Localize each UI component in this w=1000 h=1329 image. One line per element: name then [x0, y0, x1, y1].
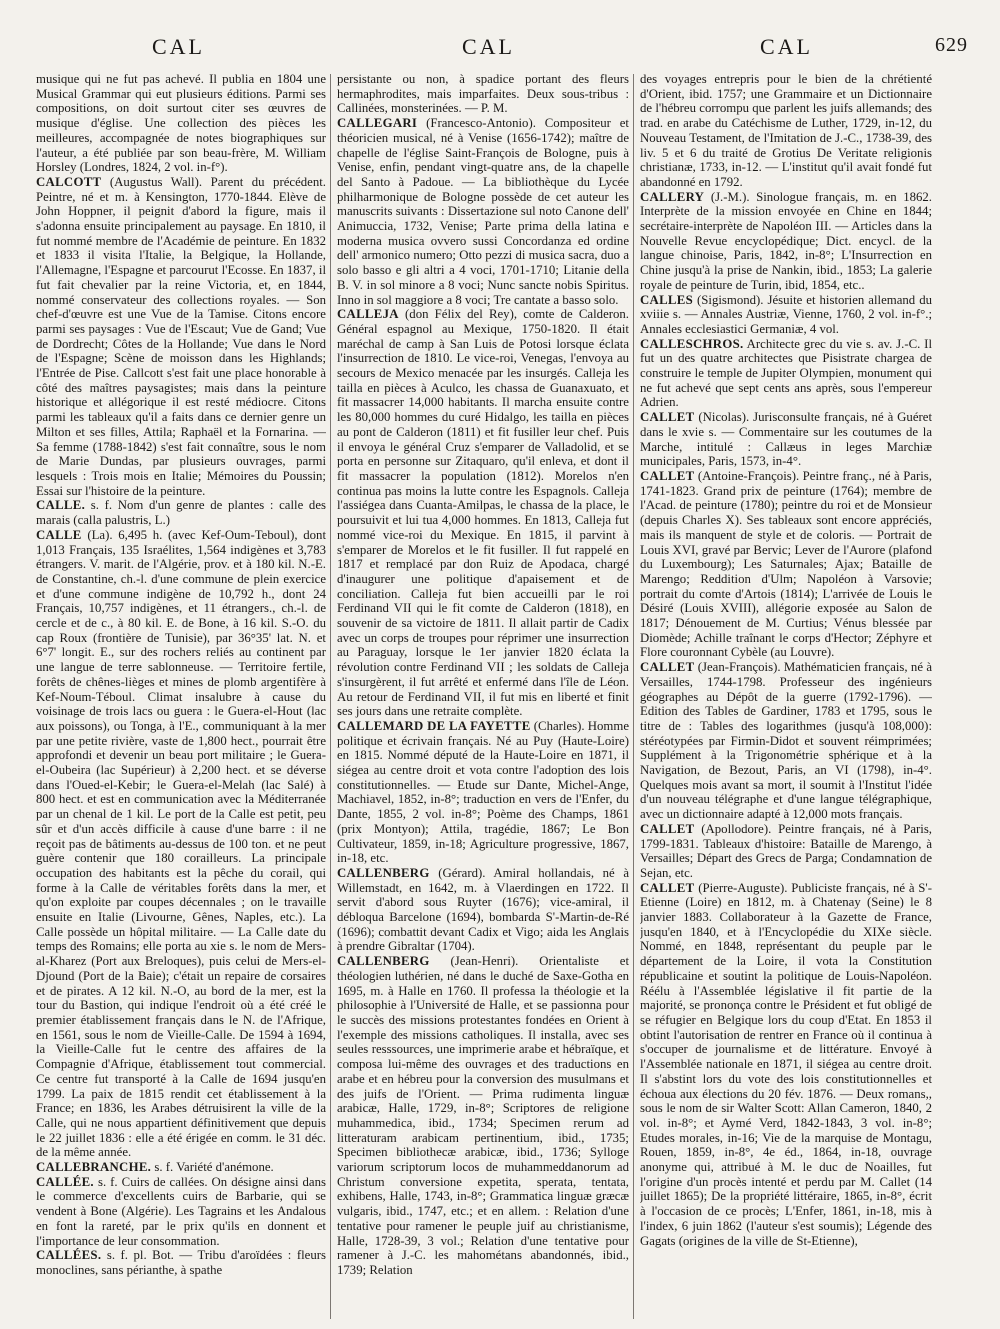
- entry-text: s. f. pl. Bot. — Tribu d'aroïdées : fleurs monoclines, sans périanthe, à spathe: [36, 1248, 326, 1277]
- entry-text: (J.-M.). Sinologue français, m. en 1862. Interprète de la mission envoyée en Chine en 1844; secrétaire-interprète de Napoléon III. — Articles dans la Nouvelle Revue encyclopédique; Dict. encycl. de la langue chinoise, Paris, 1842, in-8°; L'Insurrection en Chine jusqu'à la prise de Nankin, ibid., 1853; La galerie royale de peinture de Turin, ibid, 1854, etc..: [640, 189, 932, 292]
- entry: [640, 337, 932, 411]
- entry: [640, 293, 932, 337]
- entry: [337, 866, 629, 954]
- headword: CALLÉES.: [36, 1248, 102, 1263]
- entry-text: s. f. Cuirs de callées. On désigne ainsi dans le commerce d'excellents cuirs de Barbarie, qui se vendent à Bone (Algérie). Les Tagrains et les Andalous en font la rareté, par le prix qu'ils en donnent et l'importance de leur consommation.: [36, 1174, 326, 1248]
- entry: [640, 469, 932, 660]
- column-divider: [633, 74, 634, 1319]
- headword: CALLENBERG: [337, 865, 430, 880]
- column-divider: [330, 74, 331, 1319]
- entry: [36, 498, 326, 527]
- entry-text: (Jean-François). Mathématicien français, né à Versailles, 1744-1798. Professeur des ingénieurs géographes au Dépôt de la guerre (1792-1796). — Edition des Tables de Gardiner, 1783 et 1795, sous le titre de : Tables des logarithmes (jusqu'à 108,000): stéréotypées par Firmin-Didot et souvent réimprimées; Supplément à la Trigonométrie sphérique et à la Navigation, de Bezout, Paris, an VI (1798), in-4°. Quelques mois avant sa mort, il soumit à l'Institut l'idée d'un nouveau télégraphe et d'une langue télégraphique, avec un dictionnaire adapté à 12,000 mots français.: [640, 660, 932, 822]
- entry: [337, 954, 629, 1277]
- text-column-1: [36, 72, 326, 1320]
- entry-text: (Antoine-François). Peintre franç., né à Paris, 1741-1823. Grand prix de peinture (1764); membre de l'Acad. de peinture (1780); peintre du roi et de Monsieur (depuis Charles X). Ses tableaux sont encore appréciés, mais ils manquent de style et de coloris. — Portrait de Louis XVI, gravé par Bervic; Lever de l'Aurore (plafond du Luxembourg); Les Saturnales; Ajax; Bataille de Marengo; Reddition d'Ulm; Napoléon à Varsovie; portrait du comte d'Artois (1814); L'arrivée de Louis le Désiré (Louis XVIII), allégorie exposée au Salon de 1817; Dénouement de M. Curtius; Vénus blessée par Diomède; Achille traînant le corps d'Hector; Zéphyre et Flore couronnant Cybèle (au Louvre).: [640, 468, 932, 660]
- entry-text: des voyages entrepris pour le bien de la chrétienté d'Orient, ibid. 1757; une Grammaire et un Dictionnaire de l'hébreu corrompu que parlent les juifs allemands; des trad. en arabe du Catéchisme de Luther, 1729, in-12, du Nouveau Testament, de l'Imitation de J.-C., 1738-39, des liv. 5 et 6 du traité de Grotius De Veritate religionis christianæ, 1733, in-12. — L'institut qu'il avait fondé fut abandonné en 1792.: [640, 72, 932, 189]
- entry: [640, 881, 932, 1249]
- text-column-2: [337, 72, 629, 1320]
- entry: [640, 410, 932, 469]
- entry-text: Architecte grec du vie s. av. J.-C. Il fut un des quatre architectes que Pisistrate chargea de construire le temple de Jupiter Olympien, monument qui ne fut achevé que sept cents ans après, sous l'empereur Adrien.: [640, 336, 932, 410]
- headword: CALLERY: [640, 189, 705, 204]
- entry-text: (Sigismond). Jésuite et historien allemand du xviiie s. — Annales Austriæ, Vienne, 1760, 2 vol. in-f°.; Annales ecclesiastici Germaniæ, 4 vol.: [640, 292, 932, 336]
- headword: CALLE.: [36, 498, 86, 513]
- headword: CALLÉE.: [36, 1174, 94, 1189]
- entry-text: (Gérard). Amiral hollandais, né à Willemstadt, en 1642, m. à Vlaerdingen en 1722. Il servit d'abord sous Ruyter (1676); vice-amiral, il débloqua Barcelone (1694), bombarda S'-Martin-de-Ré (1696); combattit devant Cadix et Vigo; aida les Anglais à prendre Gibraltar (1704).: [337, 865, 629, 954]
- entry: [36, 1175, 326, 1249]
- entry-text: (Jean-Henri). Orientaliste et théologien luthérien, né dans le duché de Saxe-Gotha en 1695, m. à Halle en 1760. Il professa la théologie et la philosophie à l'Université de Halle, et se passionna pour le succès des missions protestantes fondées en Orient à l'exemple des missions catholiques. Il installa, avec ses seules resssources, une imprimerie arabe et hébraïque, et composa lui-même des ouvrages et des traductions en arabe et en hébreu pour la conversion des musulmans et des juifs de l'Orient. — Prima rudimenta linguæ arabicæ, Halle, 1729, in-8°; Scriptores de religione muhammedica, ibid., 1734; Specimen rerum ad litteraturam arabicam pertinentium, ibid., 1735; Specimen bibliothecæ arabicæ, ibid., 1736; Sylloge variorum scriptorum locos de muhammeddanorum ad Christum conversione expetita, sperata, tentata, exhibens, Halle, 1743, in-8°; Grammatica linguæ græcæ vulgaris, ibid., 1747, etc.; et en allem. : Relation d'une tentative pour ramener le peuple juif au christianisme, Halle, 1728-39, 3 vol.; Relation d'une tentative pour ramener à J.-C. les mahométans abandonnés, ibid., 1739; Relation: [337, 954, 629, 1277]
- entry-text: (Apollodore). Peintre français, né à Paris, 1799-1831. Tableaux d'histoire: Bataille de Marengo, à Versailles; Départ des Grecs de Parga; Condamnation de Sejan, etc.: [640, 821, 932, 880]
- entry-text: (don Félix del Rey), comte de Calderon. Général espagnol au Mexique, 1750-1820. Il était maréchal de camp à San Luis de Potosi lorsque éclata l'insurrection de 1810. Le vice-roi, Venegas, l'envoya au secours de Mexico menacée par les insurgés. Calleja les tailla en pièces à Aculco, les chassa de Guanaxuato, et fit massacrer 14,000 habitants. Il marcha ensuite contre les 80,000 hommes du curé Hidalgo, les tailla en pièces au pont de Calderon (1811) et fit fusiller leur chef. Puis il envoya le général Cruz s'emparer de Valladolid, et se porta en personne sur Zitaquaro, qu'il enleva, et dont il fit massacrer la population (1812). Morelos n'en continua pas moins la lutte contre les Espagnols. Calleja l'assiégea dans Cuanta-Amilpas, le chassa de la place, le poursuivit et lui tua 4,000 hommes. En 1813, Calleja fut nommé vice-roi du Mexique. En 1815, il parvint à s'emparer de Morelos et le fit fusiller. Il fut rappelé en 1817 et remplacé par don Ruiz de Apodaca, chargé d'inaugurer une politique d'apaisement et de conciliation. Calleja fut bien accueilli par le roi Ferdinand VII qui le fit comte de Calderon (1818), en souvenir de sa victoire de 1811. Il allait partir de Cadix avec un corps de troupes pour réprimer une insurrection au Paraguay, lorsque le 1er janvier 1820 éclata la révolution contre Ferdinand VII ; les soldats de Calleja s'insurgèrent, il fut arrêté et enfermé dans l'île de Léon. Au retour de Ferdinand VII, il fut mis en liberté et finit ses jours dans une retraite complète.: [337, 307, 629, 719]
- entry-text: (Charles). Homme politique et écrivain français. Né au Puy (Haute-Loire) en 1815. Nommé député de la Haute-Loire en 1871, il siégea au centre droit et vota contre l'adoption des lois constitutionnelles. — Etude sur Dante, Michel-Ange, Machiavel, 1852, in-8°; traduction en vers de l'Enfer, du Dante, 1855, 2 vol. in-8°; Poème des Champs, 1861 (prix Montyon); Attila, tragédie, 1867; Le Bon Cultivateur, 1859, in-18; Agriculture progressive, 1867, in-18, etc.: [337, 718, 629, 866]
- entry-text: musique qui ne fut pas achevé. Il publia en 1804 une Musical Grammar qui eut plusieurs éditions. Parmi ses compositions, on doit surtout citer ses œuvres de musique d'église. Une collection des pièces les meilleures, accompagnée de notes biographiques sur l'auteur, a été publiée par son beau-frère, M. William Horsley (Londres, 1824, 2 vol. in-f°).: [36, 72, 326, 175]
- headword: CALLEJA: [337, 307, 399, 322]
- entry-text: (La). 6,495 h. (avec Kef-Oum-Teboul), dont 1,013 Français, 135 Israélites, 1,564 indigènes et 3,783 étrangers. V. marit. de l'Algérie, prov. et à 180 kil. N.-E. de Constantine, ch.-l. d'une commune de plein exercice et d'une commune indigène de 10,792 h., dont 24 Français, 10,757 indigènes, et 11 étrangers., ch.-l. de cercle et de c., à 80 kil. E. de Bone, à 16 kil. S.-O. du cap Roux (frontière de Tunisie), par 36°35' lat. N. et 6°7' longit. E., sur des rochers reliés au continent par une langue de terre sablonneuse. — Territoire fertile, forêts de chênes-lièges et mines de plomb argentifère à Kef-Noum-Téboul. Climat insalubre à cause du voisinage de trois lacs ou guera : le Guera-el-Hout (lac aux poissons), ou Tonga, à l'E., communiquant à la mer par une petite rivière, vaste de 1,800 hect., pourrait être approfondi et devenir un beau port militaire ; le Guera-el-Oubeira (lac Supérieur) à 2,200 hect. et se déverse dans l'Oued-el-Kebir; le Guera-el-Melah (lac Salé) à 800 hect. et est en communication avec la Méditerranée par un chenal de 1 kil. Le port de la Calle est petit, peu sûr et d'un accès difficile à cause d'une barre : il ne reçoit pas de bâtiments au-dessus de 100 ton. et ne peut guère contenir que 180 corailleurs. La principale occupation des habitants est la pêche du corail, qui forme à la Calle de véritables forêts dans la mer, et qu'on exploite par coupes décennales ; on le travaille ensuite en Italie (Livourne, Gênes, Naples, etc.). La Calle possède un hôpital militaire. — La Calle date du temps des Romains; elle porta au xie s. le nom de Mers-al-Kharez (Port aux Breloques), puis celui de Mers-el-Djound (Port de la Baie); c'était un repaire de corsaires et de pirates. A 12 kil. N.-O, au bord de la mer, est la tour du Bastion, qui indique l'endroit où a été créé le premier établissement français dans le N. de l'Afrique, en 1561, sous le nom de Vieille-Calle. De 1594 à 1694, la Vieille-Calle fut le centre des affaires de la Compagnie d'Afrique, établissement tout commercial. Ce centre fut transporté à la Calle de 1694 jusqu'en 1799. La paix de 1815 rendit cet établissement à la France; en 1836, les Arabes détruisirent la ville de la Calle, qui ne nous appartient définitivement que depuis le 22 juillet 1836 : elle a été érigée en comm. le 31 déc. de la même année.: [36, 527, 326, 1160]
- entry: [337, 116, 629, 307]
- entry: [36, 1160, 326, 1175]
- entry-text: (Augustus Wall). Parent du précédent. Peintre, né et m. à Kensington, 1770-1844. Elève de John Hoppner, il peignit d'abord la figure, mais il s'adonna ensuite principalement au paysage. En 1810, il fut nommé membre de l'Académie de peinture. En 1832 et 1833 il visita l'Italie, la Belgique, la Hollande, l'Allemagne, l'Espagne et parcourut l'Ecosse. En 1837, il fut fait chevalier par la reine Victoria, et, en 1844, nommé conservateur des collections royales. — Son chef-d'œuvre est une Vue de la Tamise. Citons encore parmi ses paysages : Vue de l'Escaut; Vue de Gand; Vue de Dordrecht; Côtes de la Hollande; Vue dans le Nord de l'Espagne; Scène de moisson dans les Highlands; l'Entrée de Pise. Callcott s'est fait une place honorable à côté des maîtres paysagistes; mais dans la peinture historique et allégorique il est resté médiocre. Citons parmi les tableaux qu'il a faits dans ce dernier genre un Milton et ses filles, Attila; Raphaël et la Fornarina. — Sa femme (1788-1842) s'est fait connaître, sous le nom de Marie Dundas, par plusieurs ouvrages, parmi lesquels : Trois mois en Italie; Mémoires du Poussin; Essai sur l'histoire de la peinture.: [36, 174, 326, 498]
- entry-text: persistante ou non, à spadice portant des fleurs hermaphrodites, mais imparfaites. Deux sous-tribus : Callinées, monsterinées. — P. M.: [337, 72, 629, 116]
- entry: [36, 175, 326, 498]
- entry: [36, 72, 326, 175]
- entry: [36, 1248, 326, 1277]
- entry: [337, 72, 629, 116]
- entry-text: s. f. Nom d'un genre de plantes : calle des marais (calla palustris, L.): [36, 498, 326, 528]
- entry: [36, 528, 326, 1160]
- entry: [640, 190, 932, 293]
- running-head-right: CAL: [760, 34, 813, 59]
- entry-text: (Pierre-Auguste). Publiciste français, né à S'-Etienne (Loire) en 1812, m. à Chatenay (Seine) le 8 janvier 1883. Collaborateur à la Gazette de France, jusqu'en 1840, et à l'Encyclopédie du XIXe siècle. Nommé, en 1848, représentant du peuple par le département de la Loire, il vota la Constitution républicaine et soutint la politique de Louis-Napoléon. Réélu à l'Assemblée législative il fit partie de la majorité, se prononça contre le Président et fut obligé de se réfugier en Belgique lors du coup d'Etat. En 1853 il obtint l'autorisation de rentrer en France où il continua à s'occuper de journalisme et de littérature. Envoyé à l'Assemblée nationale en 1871, il siégea au centre droit. Il s'abstint lors du vote des lois constitutionnelles et échoua aux élections du 20 fév. 1876. — Deux romans,, sous le nom de sir Walter Scott: Allan Cameron, 1840, 2 vol. in-8°; et Aymé Verd, 1842-1843, 3 vol. in-8°; Etudes morales, in-16; Vie de la marquise de Montagu, Rouen, 1859, in-8°, 4e éd., 1864, in-18, ouvrage anonyme qui, attribué à M. le duc de Noailles, fut l'origine d'un procès intenté et perdu par M. Callet (14 juillet 1865); De la propriété littéraire, 1865, in-8°, écrit à l'occasion de ce procès; L'Enfer, 1861, in-18, mis à l'index, 6 juin 1862 (l'auteur s'est soumis); Légende des Gagats (origines de la ville de St-Etienne),: [640, 880, 932, 1248]
- headword: CALLENBERG: [337, 954, 430, 969]
- headword: CALLET: [640, 880, 695, 895]
- entry-text: (Nicolas). Jurisconsulte français, né à Guéret dans le xvie s. — Commentaire sur les coutumes de la Marche, intitulé : Callæus in leges Marchiæ municipales, Paris, 1573, in-4°.: [640, 410, 932, 469]
- headword: CALCOTT: [36, 174, 102, 189]
- headword: CALLET: [640, 660, 695, 675]
- headword: CALLEGARI: [337, 116, 418, 131]
- entry: [640, 72, 932, 190]
- headword: CALLE: [36, 527, 82, 542]
- headword: CALLET: [640, 410, 695, 425]
- running-head-left: CAL: [152, 34, 205, 59]
- page-number: 629: [935, 34, 968, 56]
- headword: CALLET: [640, 468, 695, 483]
- entry: [337, 719, 629, 866]
- entry-text: s. f. Variété d'anémone.: [154, 1160, 274, 1175]
- text-column-3: [640, 72, 932, 1320]
- headword: CALLES: [640, 292, 694, 307]
- entry-text: (Francesco-Antonio). Compositeur et théoricien musical, né à Venise (1656-1742); maître de chapelle de l'église Saint-François de Bologne, puis à Venise, enfin, pendant vingt-quatre ans, de la chapelle del Santo à Padoue. — La bibliothèque du Lycée philharmonique de Bologne possède de cet auteur les manuscrits suivants : Dissertazione sul noto Canone dell' Animuccia, 1732, Venise; Parte prima della latina e moderna musica ovvero sussi Concordanza ed ordine dell' armonico numero; Otto pezzi di musica sacra, duo a solo basso e gli altri a 4 voci, 1701-1710; Litanie della B. V. in sol minore a 8 voci; Nunc sancte nobis Spiritus. Inno in sol maggiore a 8 voci; Tre cantate a basso solo.: [337, 116, 629, 307]
- headword: CALLESCHROS.: [640, 336, 744, 351]
- running-head-center: CAL: [462, 34, 515, 59]
- entry: [640, 660, 932, 822]
- headword: CALLEBRANCHE.: [36, 1160, 152, 1175]
- running-head: [70, 34, 970, 64]
- entry: [337, 307, 629, 719]
- headword: CALLET: [640, 821, 695, 836]
- entry: [640, 822, 932, 881]
- headword: CALLEMARD DE LA FAYETTE: [337, 718, 531, 733]
